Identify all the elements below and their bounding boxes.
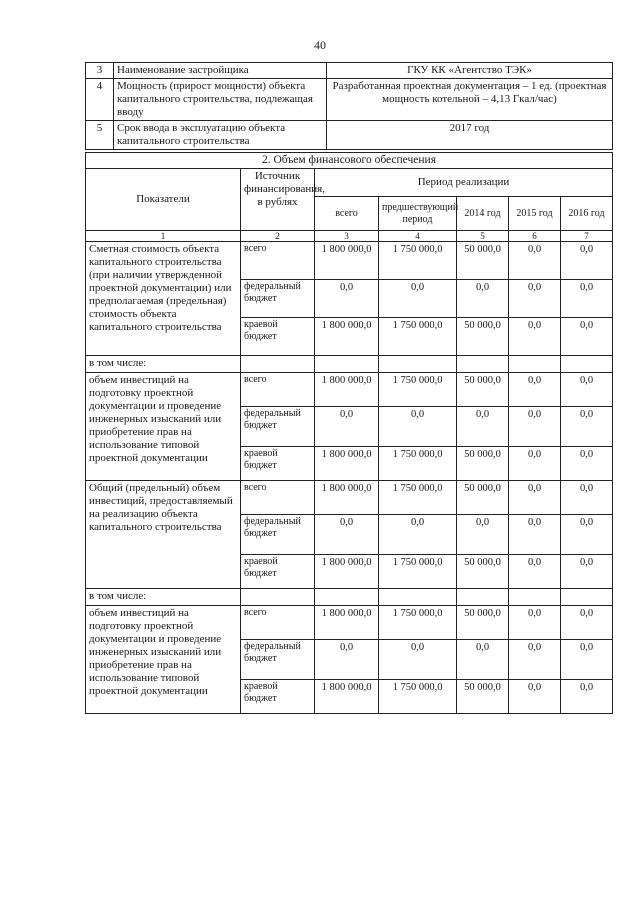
object-info-body	[86, 63, 613, 150]
amount-cell: 1 750 000,0	[379, 242, 457, 280]
amount-cell: 0,0	[509, 373, 561, 407]
amount-cell: 1 750 000,0	[379, 680, 457, 714]
header-indicators: Показатели	[86, 169, 241, 231]
page-number: 40	[314, 38, 326, 52]
amount-cell: 0,0	[561, 555, 613, 589]
amount-cell: 1 800 000,0	[315, 242, 379, 280]
amount-cell: 0,0	[457, 515, 509, 555]
financing-row	[86, 373, 613, 407]
amount-cell: 0,0	[561, 606, 613, 640]
amount-cell: 1 750 000,0	[379, 373, 457, 407]
amount-cell: 0,0	[509, 680, 561, 714]
empty-cell	[315, 589, 379, 606]
amount-cell: 0,0	[561, 280, 613, 318]
amount-cell: 0,0	[509, 447, 561, 481]
amount-cell: 50 000,0	[457, 447, 509, 481]
source-label: всего	[241, 242, 315, 280]
empty-cell	[509, 356, 561, 373]
info-row	[86, 63, 613, 79]
empty-cell	[379, 589, 457, 606]
amount-cell: 0,0	[561, 515, 613, 555]
empty-cell	[457, 589, 509, 606]
source-label: федеральный бюджет	[241, 515, 315, 555]
empty-cell	[379, 356, 457, 373]
amount-cell: 0,0	[457, 640, 509, 680]
amount-cell: 1 750 000,0	[379, 481, 457, 515]
amount-cell: 50 000,0	[457, 242, 509, 280]
info-row	[86, 121, 613, 150]
column-number: 4	[379, 231, 457, 242]
amount-cell: 1 800 000,0	[315, 555, 379, 589]
source-label: всего	[241, 606, 315, 640]
info-row-number: 4	[86, 79, 114, 121]
amount-cell: 1 800 000,0	[315, 680, 379, 714]
amount-cell: 0,0	[561, 680, 613, 714]
amount-cell: 1 750 000,0	[379, 318, 457, 356]
financing-row	[86, 606, 613, 640]
amount-cell: 1 750 000,0	[379, 606, 457, 640]
in-that-number-row	[86, 589, 613, 606]
amount-cell: 1 750 000,0	[379, 447, 457, 481]
info-row	[86, 79, 613, 121]
source-label: краевой бюджет	[241, 680, 315, 714]
amount-cell: 50 000,0	[457, 481, 509, 515]
column-number: 7	[561, 231, 613, 242]
indicator-label: объем инвестиций на подготовку проектной документации и проведение инженерных изысканий или приобретение прав на использование типовой проектной документации	[86, 373, 241, 481]
empty-cell	[561, 589, 613, 606]
amount-cell: 0,0	[561, 481, 613, 515]
amount-cell: 1 800 000,0	[315, 373, 379, 407]
info-row-label: Наименование застройщика	[114, 63, 327, 79]
amount-cell: 50 000,0	[457, 373, 509, 407]
column-number: 3	[315, 231, 379, 242]
amount-cell: 0,0	[561, 373, 613, 407]
header-source: Источник финансирования, в рублях	[241, 169, 315, 231]
empty-cell	[241, 589, 315, 606]
amount-cell: 0,0	[561, 447, 613, 481]
in-that-number-row	[86, 356, 613, 373]
amount-cell: 0,0	[457, 407, 509, 447]
empty-cell	[315, 356, 379, 373]
amount-cell: 0,0	[561, 242, 613, 280]
object-info-table	[85, 62, 613, 150]
amount-cell: 50 000,0	[457, 606, 509, 640]
amount-cell: 0,0	[561, 407, 613, 447]
source-label: федеральный бюджет	[241, 407, 315, 447]
info-row-number: 3	[86, 63, 114, 79]
info-row-value: ГКУ КК «Агентство ТЭК»	[327, 63, 613, 79]
info-row-label: Срок ввода в эксплуатацию объекта капитального строительства	[114, 121, 327, 150]
amount-cell: 0,0	[509, 242, 561, 280]
column-number: 6	[509, 231, 561, 242]
amount-cell: 0,0	[509, 407, 561, 447]
info-row-value: 2017 год	[327, 121, 613, 150]
amount-cell: 1 800 000,0	[315, 318, 379, 356]
indicator-label: объем инвестиций на подготовку проектной документации и проведение инженерных изысканий или приобретение прав на использование типовой проектной документации	[86, 606, 241, 714]
source-label: федеральный бюджет	[241, 640, 315, 680]
amount-cell: 0,0	[379, 407, 457, 447]
header-period: Период реализации	[315, 169, 613, 197]
financing-row	[86, 481, 613, 515]
amount-cell: 0,0	[315, 515, 379, 555]
amount-cell: 1 800 000,0	[315, 447, 379, 481]
financing-body	[86, 153, 613, 714]
amount-cell: 0,0	[315, 640, 379, 680]
amount-cell: 0,0	[315, 280, 379, 318]
amount-cell: 1 750 000,0	[379, 555, 457, 589]
source-label: всего	[241, 373, 315, 407]
column-number: 5	[457, 231, 509, 242]
empty-cell	[561, 356, 613, 373]
info-row-number: 5	[86, 121, 114, 150]
in-that-number-label: в том числе:	[86, 356, 241, 373]
header-2014: 2014 год	[457, 197, 509, 231]
info-row-value: Разработанная проектная документация – 1 ед. (проектная мощность котельной – 4,13 Гкал/час)	[327, 79, 613, 121]
amount-cell: 0,0	[509, 515, 561, 555]
amount-cell: 0,0	[509, 640, 561, 680]
amount-cell: 0,0	[561, 318, 613, 356]
amount-cell: 50 000,0	[457, 555, 509, 589]
column-number: 2	[241, 231, 315, 242]
empty-cell	[457, 356, 509, 373]
source-label: всего	[241, 481, 315, 515]
amount-cell: 0,0	[379, 515, 457, 555]
source-label: краевой бюджет	[241, 318, 315, 356]
amount-cell: 0,0	[509, 481, 561, 515]
column-number: 1	[86, 231, 241, 242]
header-total: всего	[315, 197, 379, 231]
column-numbers-row	[86, 231, 613, 242]
header-2016: 2016 год	[561, 197, 613, 231]
info-row-label: Мощность (прирост мощности) объекта капитального строительства, подлежащая вводу	[114, 79, 327, 121]
amount-cell: 0,0	[509, 555, 561, 589]
financing-table	[85, 152, 613, 714]
indicator-label: Общий (предельный) объем инвестиций, предоставляемый на реализацию объекта капитального строительства	[86, 481, 241, 589]
amount-cell: 50 000,0	[457, 680, 509, 714]
amount-cell: 0,0	[379, 280, 457, 318]
amount-cell: 0,0	[509, 318, 561, 356]
amount-cell: 1 800 000,0	[315, 481, 379, 515]
amount-cell: 1 800 000,0	[315, 606, 379, 640]
source-label: краевой бюджет	[241, 447, 315, 481]
section-title: 2. Объем финансового обеспечения	[86, 153, 613, 169]
source-label: краевой бюджет	[241, 555, 315, 589]
financing-row	[86, 242, 613, 280]
amount-cell: 0,0	[509, 280, 561, 318]
source-label: федеральный бюджет	[241, 280, 315, 318]
indicator-label: Сметная стоимость объекта капитального строительства (при наличии утвержденной проектной документации) или предполагаемая (предельная) стоимость объекта капитального строительства	[86, 242, 241, 356]
in-that-number-label: в том числе:	[86, 589, 241, 606]
amount-cell: 0,0	[379, 640, 457, 680]
amount-cell: 0,0	[561, 640, 613, 680]
amount-cell: 50 000,0	[457, 318, 509, 356]
empty-cell	[241, 356, 315, 373]
empty-cell	[509, 589, 561, 606]
amount-cell: 0,0	[509, 606, 561, 640]
header-previous: предшествующий период	[379, 197, 457, 231]
amount-cell: 0,0	[315, 407, 379, 447]
amount-cell: 0,0	[457, 280, 509, 318]
header-2015: 2015 год	[509, 197, 561, 231]
